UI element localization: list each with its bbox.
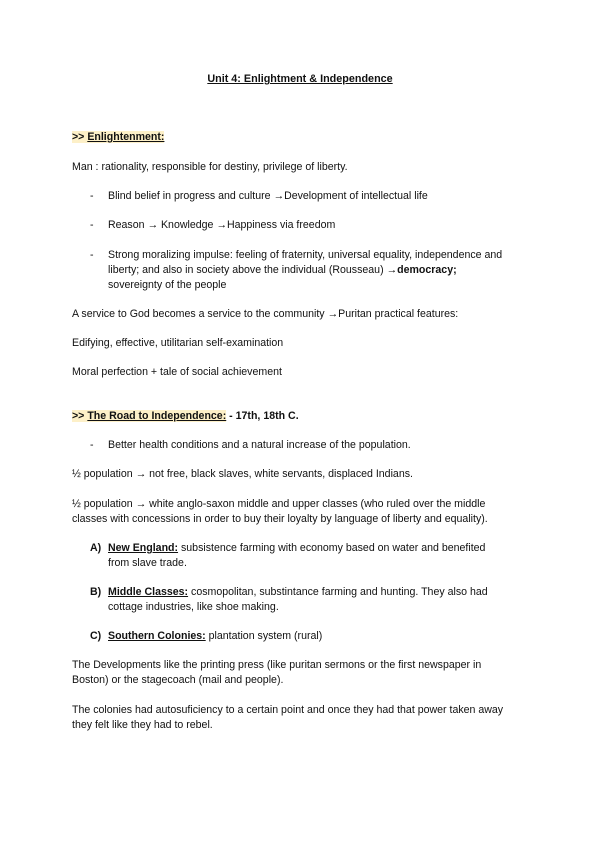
paragraph: ½ population → not free, black slaves, white servants, displaced Indians.: [72, 468, 413, 480]
paragraph-line: The Developments like the printing press (like puritan sermons or the first newspaper in: [72, 659, 482, 671]
paragraph-line: classes with concessions in order to buy their loyalty by language of liberty and equality).: [72, 513, 488, 525]
paragraph-line: ½ population → white anglo-saxon middle and upper classes (who ruled over the middle: [72, 498, 486, 510]
heading-text: The Road to Independence:: [87, 410, 227, 422]
paragraph: Edifying, effective, utilitarian self-examination: [72, 337, 284, 349]
bullet-dash: -: [90, 190, 94, 202]
list-letter: C): [90, 630, 102, 642]
bullet-item: Reason → Knowledge →Happiness via freedom: [108, 219, 336, 231]
bullet-item-line: Strong moralizing impulse: feeling of fraternity, universal equality, independence and: [108, 249, 503, 261]
list-item-text: plantation system (rural): [205, 630, 323, 642]
bullet-item-line: sovereignty of the people: [108, 279, 227, 291]
list-item-label: New England:: [108, 542, 179, 554]
paragraph-line: The colonies had autosuficiency to a certain point and once they had that power taken away: [72, 704, 504, 716]
paragraph-line: Boston) or the stagecoach (mail and people).: [72, 674, 284, 686]
list-item-text: cosmopolitan, substintance farming and hunting. They also had: [188, 586, 488, 598]
list-item-line: cottage industries, like shoe making.: [108, 601, 279, 613]
bullet-dash: -: [90, 249, 94, 261]
list-item-line: from slave trade.: [108, 557, 187, 569]
emphasis-democracy: democracy;: [397, 264, 457, 276]
list-item-text: subsistence farming with economy based on water and benefited: [178, 542, 486, 554]
bullet-dash: -: [90, 439, 94, 451]
bullet-item: Better health conditions and a natural increase of the population.: [108, 439, 411, 451]
list-item-line: [108, 541, 485, 555]
paragraph: A service to God becomes a service to the community →Puritan practical features:: [72, 308, 459, 320]
paragraph-line: they felt like they had to rebel.: [72, 719, 213, 731]
list-item-line: [108, 585, 488, 599]
section-heading-enlightenment: [72, 130, 164, 144]
heading-suffix: - 17th, 18th C.: [226, 410, 299, 422]
bullet-item: Blind belief in progress and culture →Development of intellectual life: [108, 190, 428, 202]
intro-line: Man : rationality, responsible for destiny, privilege of liberty.: [72, 161, 348, 173]
heading-prefix: >>: [72, 410, 88, 422]
list-item-line: [108, 629, 322, 643]
bullet-dash: -: [90, 219, 94, 231]
list-item-label: Middle Classes:: [108, 586, 189, 598]
document-title: Unit 4: Enlightment & Independence: [207, 73, 393, 85]
bullet-item-line: [108, 263, 457, 277]
list-letter: A): [90, 542, 102, 554]
heading-text: Enlightenment:: [87, 131, 165, 143]
text-segment: liberty; and also in society above the individual (Rousseau) →: [108, 264, 398, 276]
section-heading-road-to-independence: [72, 409, 299, 423]
heading-prefix: >>: [72, 131, 88, 143]
list-item-label: Southern Colonies:: [108, 630, 206, 642]
paragraph: Moral perfection + tale of social achievement: [72, 366, 282, 378]
list-letter: B): [90, 586, 102, 598]
